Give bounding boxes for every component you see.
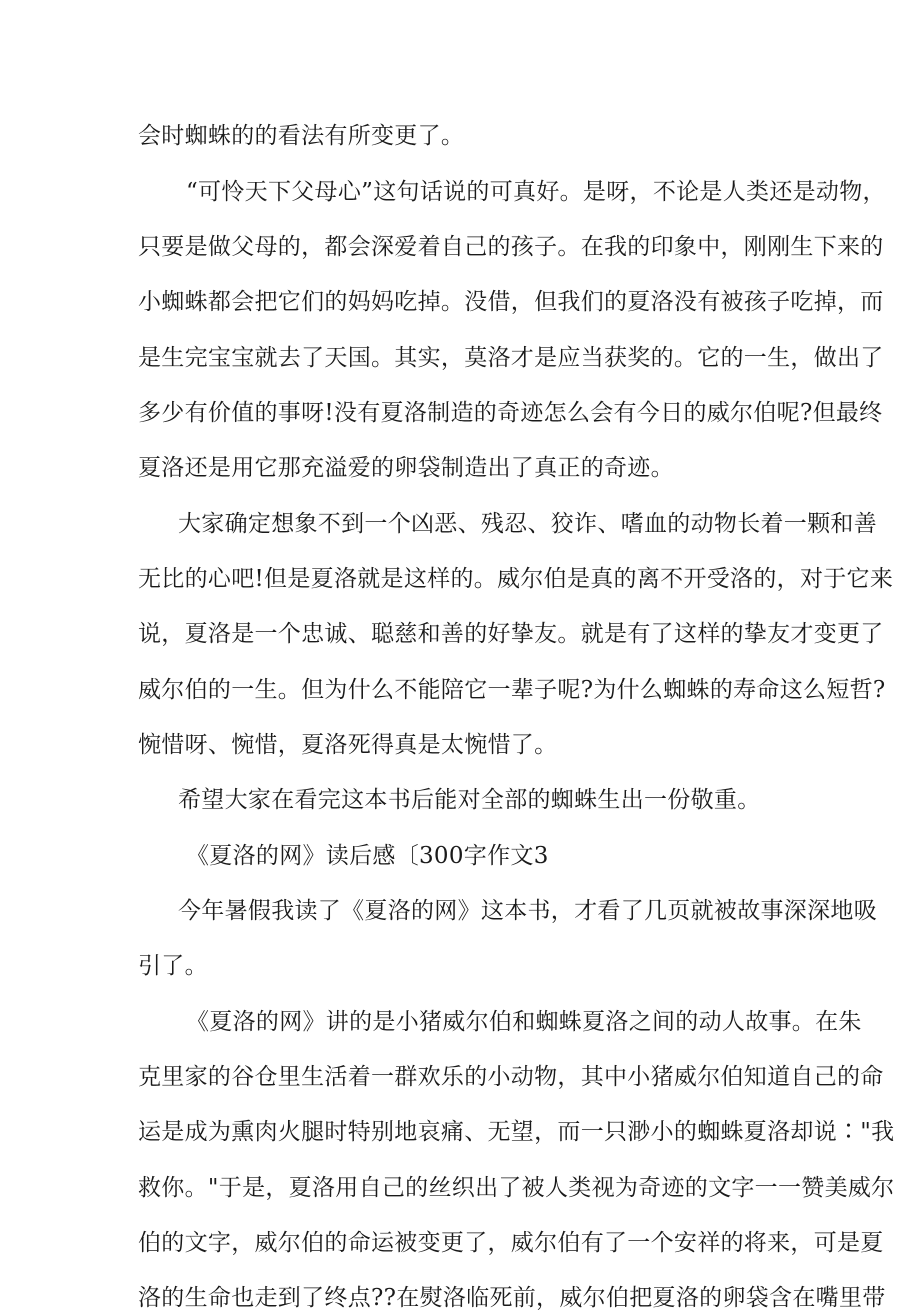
text-line-11: 威尔伯的一生。但为什么不能陪它一辈子呢?为什么蜘蛛的寿命这么短哲? [138,677,886,703]
text-line-16: 引了。 [138,953,208,979]
text-line-5: 是生完宝宝就去了天国。其实，莫洛才是应当获奖的。它的一生，做出了 [138,345,884,371]
text-line-15: 今年暑假我读了《夏洛的网》这本书，才看了几页就被故事深深地吸 [178,898,877,924]
text-line-21: 伯的文字，威尔伯的命运被变更了，威尔伯有了一个安祥的将来，可是夏 [138,1230,884,1256]
text-line-10: 说，夏洛是一个忠诚、聪慈和善的好挚友。就是有了这样的挚友才变更了 [138,621,884,647]
section-heading: 《夏洛的网》读后感〔300字作文3 [186,843,549,869]
text-line-6: 多少有价值的事呀!没有夏洛制造的奇迹怎么会有今日的威尔伯呢?但最终 [138,400,883,426]
text-line-12: 惋惜呀、惋惜，夏洛死得真是太惋惜了。 [138,732,558,758]
text-line-2: “可怜天下父母心”这句话说的可真好。是呀，不论是人类还是动物， [186,179,886,205]
text-line-22: 洛的生命也走到了终点??在熨洛临死前，威尔伯把夏洛的卵袋含在嘴里带 [138,1285,886,1311]
text-line-17: 《夏洛的网》讲的是小猪威尔伯和蜘蛛夏洛之间的动人故事。在朱 [186,1009,862,1035]
text-line-8: 大家确定想象不到一个凶恶、残忍、狡诈、嗜血的动物长着一颗和善 [178,511,877,537]
text-line-20: 救你。"于是，夏洛用自己的丝织出了被人类视为奇迹的文字一一赞美威尔 [138,1175,895,1201]
text-line-19: 运是成为熏肉火腿时特别地哀痛、无望，而一只渺小的蜘蛛夏洛却说∶"我 [138,1119,895,1145]
text-line-18: 克里家的谷仓里生活着一群欢乐的小动物，其中小猪威尔伯知道自己的命 [138,1064,884,1090]
text-line-7: 夏洛还是用它那充溢爱的卵袋制造出了真正的奇迹。 [138,455,674,481]
text-line-9: 无比的心吧!但是夏洛就是这样的。威尔伯是真的离不开受洛的，对于它来 [138,566,894,592]
text-line-1: 会时蜘蛛的的看法有所变更了。 [138,123,465,149]
text-line-4: 小蜘蛛都会把它们的妈妈吃掉。没借，但我们的夏洛没有被孩子吃掉，而 [138,289,884,315]
text-line-13: 希望大家在看完这本书后能对全部的蜘蛛生出一份敬重。 [178,787,761,813]
text-line-3: 只要是做父母的，都会深爱着自己的孩子。在我的印象中，刚刚生下来的 [138,234,884,260]
